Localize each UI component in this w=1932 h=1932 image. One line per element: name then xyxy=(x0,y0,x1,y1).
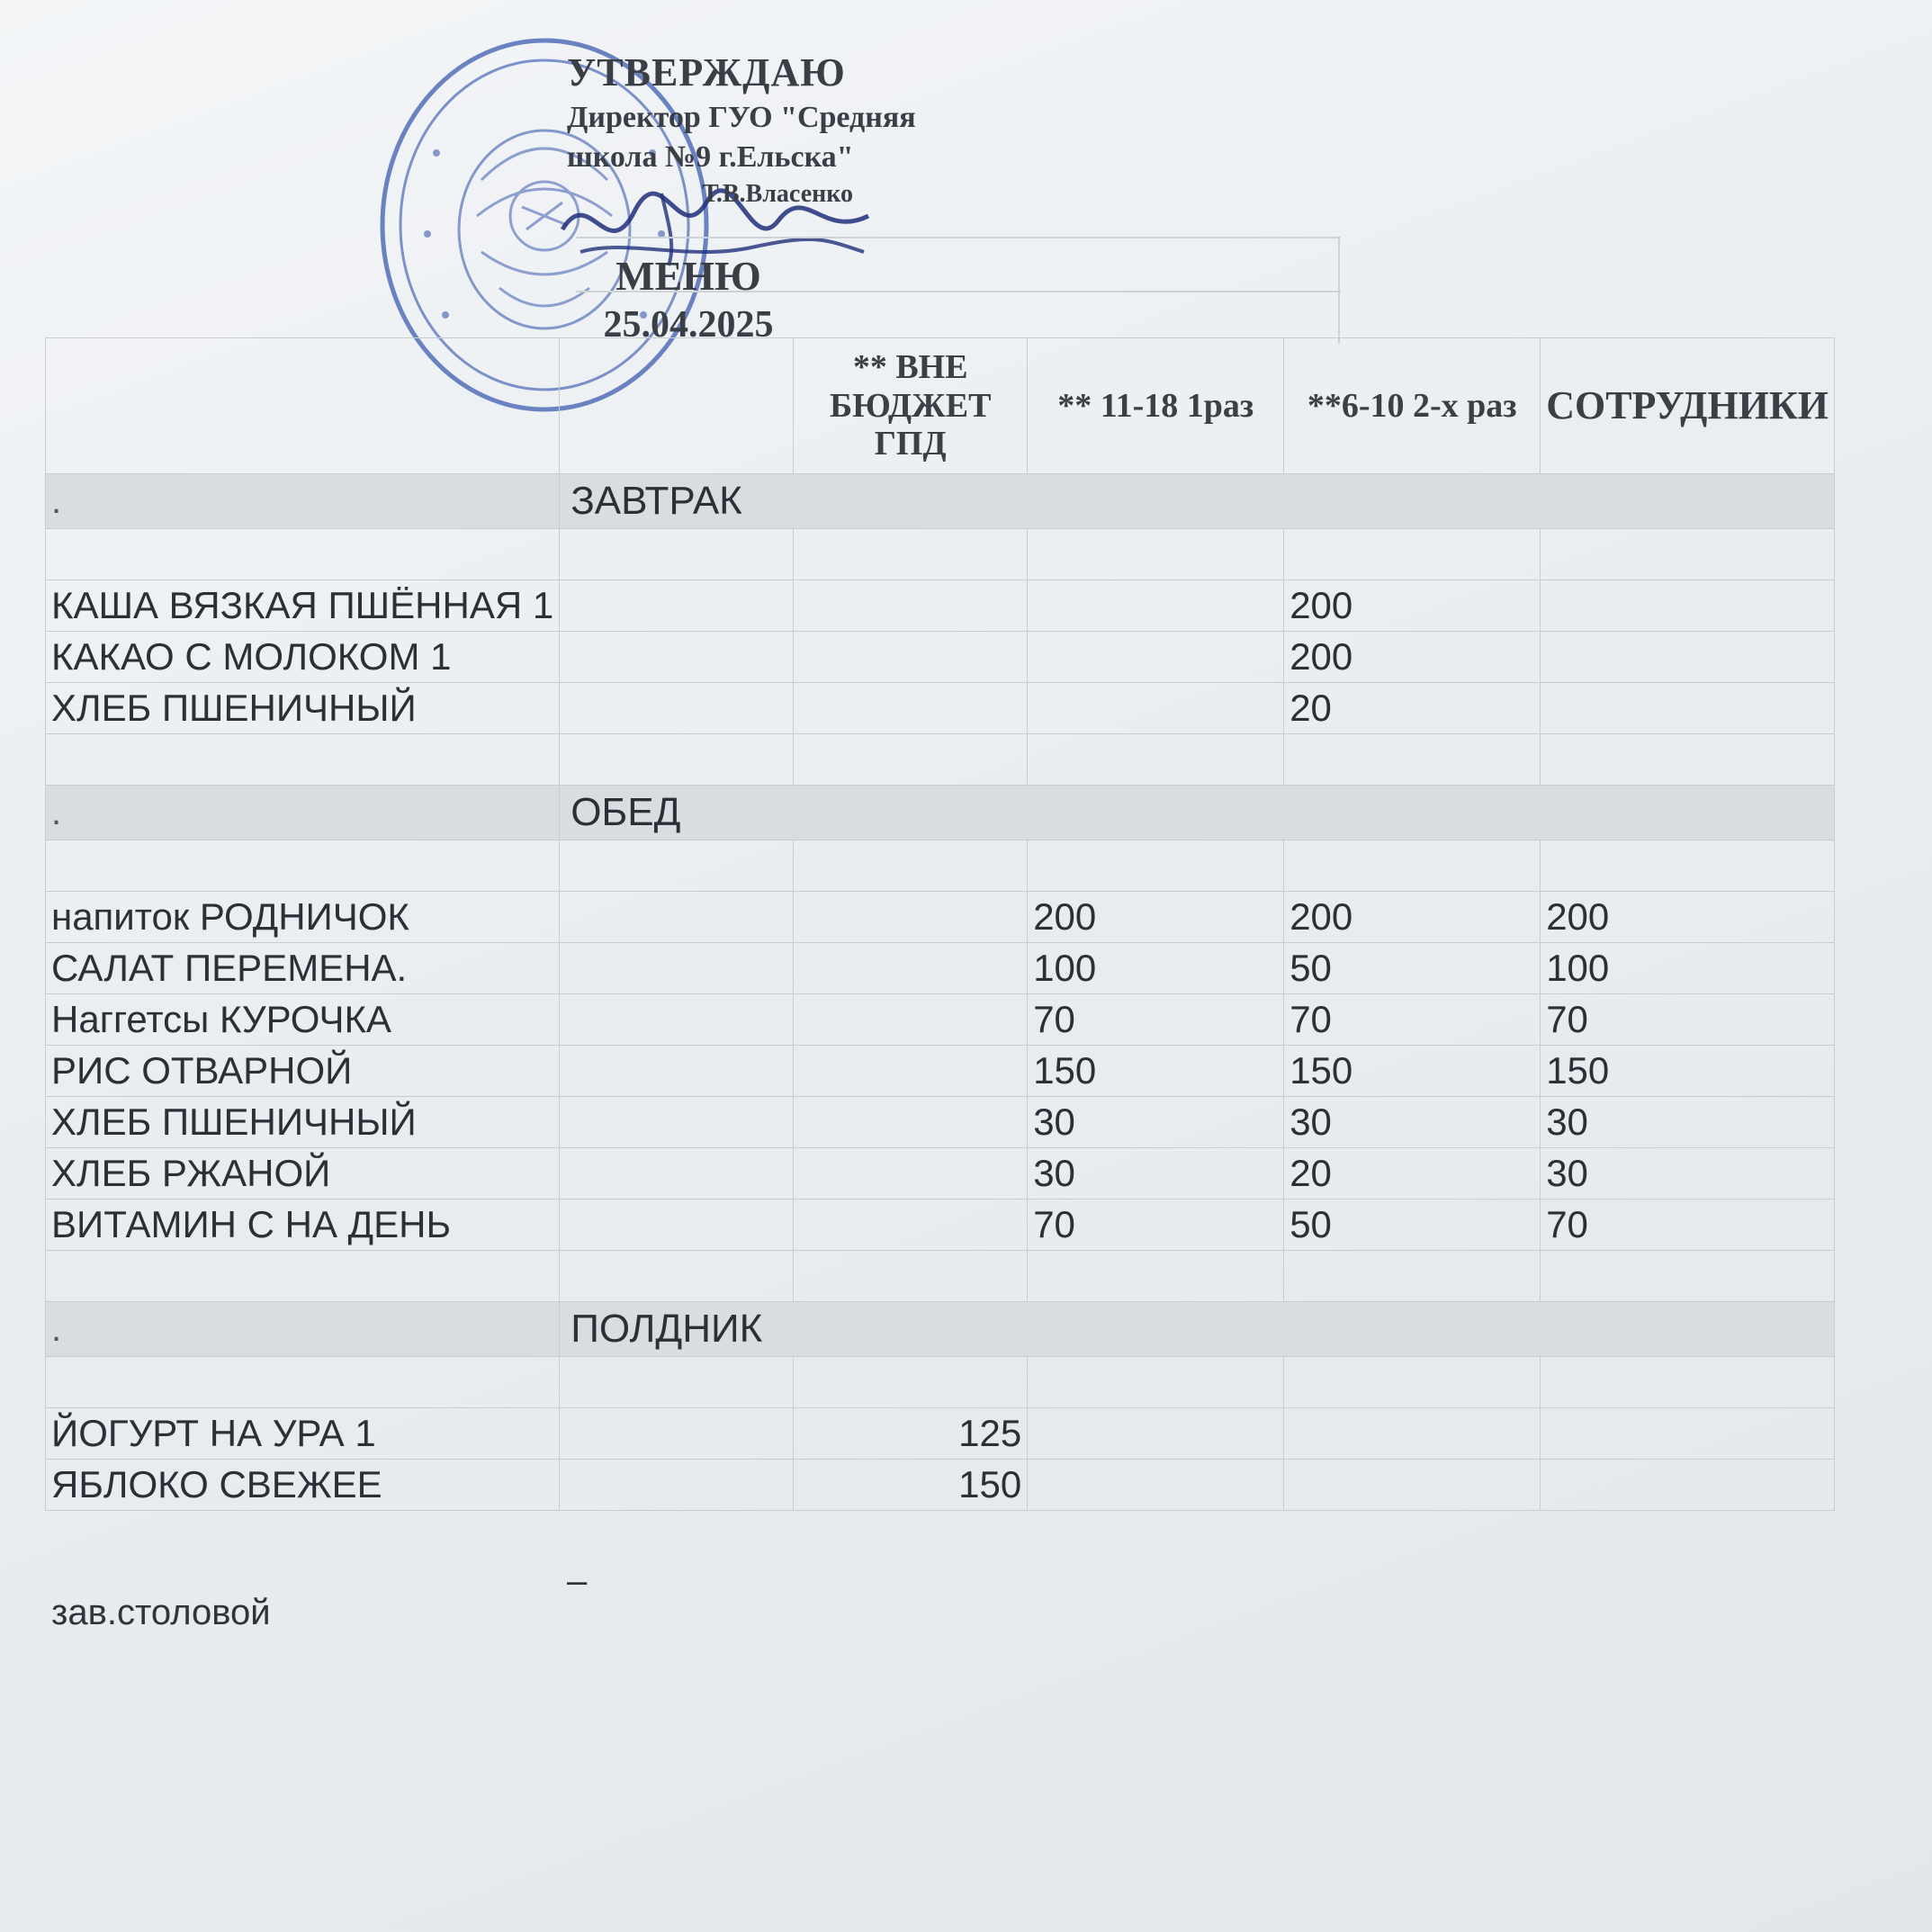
table-row xyxy=(46,1200,1835,1251)
table-row xyxy=(46,632,1835,683)
item-staff xyxy=(1541,1408,1835,1460)
approval-heading: УТВЕРЖДАЮ xyxy=(567,50,846,94)
header-grade-11-18: ** 11-18 1раз xyxy=(1028,338,1284,474)
item-grade6: 30 xyxy=(1284,1097,1541,1148)
item-grade6: 200 xyxy=(1284,580,1541,632)
item-staff xyxy=(1541,580,1835,632)
spacer-row xyxy=(46,529,1835,580)
table-row xyxy=(46,1046,1835,1097)
approval-block xyxy=(567,49,1035,209)
item-name: ВИТАМИН С НА ДЕНЬ xyxy=(46,1200,560,1251)
spacer-row xyxy=(46,1251,1835,1302)
item-name: КАША ВЯЗКАЯ ПШЁННАЯ 1 xyxy=(46,580,560,632)
item-name: напиток РОДНИЧОК xyxy=(46,892,560,943)
item-grade11: 150 xyxy=(1028,1046,1284,1097)
header-grade-6-10: **6-10 2-х раз xyxy=(1284,338,1541,474)
table-row xyxy=(46,1097,1835,1148)
approval-director-name: Т.В.Власенко xyxy=(702,180,854,208)
table-row xyxy=(46,1408,1835,1460)
item-staff: 70 xyxy=(1541,994,1835,1046)
spacer-row xyxy=(46,1357,1835,1408)
item-vne xyxy=(794,943,1028,994)
header-empty xyxy=(560,338,794,474)
item-empty xyxy=(560,632,794,683)
item-grade6: 20 xyxy=(1284,683,1541,734)
footer-dash: – xyxy=(567,1561,588,1601)
section-label: ОБЕД xyxy=(560,786,1835,840)
table-header-row xyxy=(46,338,1835,474)
item-grade11 xyxy=(1028,683,1284,734)
section-dot: . xyxy=(46,1302,560,1357)
menu-table xyxy=(45,337,1835,1511)
item-grade6: 200 xyxy=(1284,632,1541,683)
item-empty xyxy=(560,1046,794,1097)
item-name: САЛАТ ПЕРЕМЕНА. xyxy=(46,943,560,994)
approval-position: Директор ГУО "Средняя xyxy=(567,101,916,134)
item-name: Наггетсы КУРОЧКА xyxy=(46,994,560,1046)
item-grade11: 100 xyxy=(1028,943,1284,994)
item-staff xyxy=(1541,1460,1835,1511)
item-grade6 xyxy=(1284,1408,1541,1460)
section-row-breakfast xyxy=(46,474,1835,529)
item-vne xyxy=(794,1148,1028,1200)
section-row-lunch xyxy=(46,786,1835,840)
approval-school: школа №9 г.Ельска" xyxy=(567,140,854,174)
table-row xyxy=(46,943,1835,994)
item-staff: 30 xyxy=(1541,1148,1835,1200)
item-name: ЯБЛОКО СВЕЖЕЕ xyxy=(46,1460,560,1511)
item-staff: 70 xyxy=(1541,1200,1835,1251)
item-grade11 xyxy=(1028,632,1284,683)
table-row xyxy=(46,683,1835,734)
item-grade6: 70 xyxy=(1284,994,1541,1046)
menu-date: 25.04.2025 xyxy=(603,304,774,346)
item-vne xyxy=(794,683,1028,734)
item-grade6: 150 xyxy=(1284,1046,1541,1097)
item-vne: 125 xyxy=(794,1408,1028,1460)
item-grade11 xyxy=(1028,580,1284,632)
item-empty xyxy=(560,892,794,943)
item-empty xyxy=(560,994,794,1046)
item-grade6: 50 xyxy=(1284,1200,1541,1251)
section-dot: . xyxy=(46,786,560,840)
item-name: ХЛЕБ ПШЕНИЧНЫЙ xyxy=(46,1097,560,1148)
section-label: ЗАВТРАК xyxy=(560,474,1835,529)
item-vne xyxy=(794,632,1028,683)
item-empty xyxy=(560,1460,794,1511)
table-row xyxy=(46,1148,1835,1200)
menu-heading: МЕНЮ xyxy=(616,253,761,299)
item-vne xyxy=(794,1200,1028,1251)
table-row xyxy=(46,580,1835,632)
item-vne xyxy=(794,994,1028,1046)
item-grade11: 30 xyxy=(1028,1097,1284,1148)
spacer-row xyxy=(46,734,1835,786)
item-name: РИС ОТВАРНОЙ xyxy=(46,1046,560,1097)
item-grade6: 200 xyxy=(1284,892,1541,943)
item-empty xyxy=(560,683,794,734)
item-staff: 150 xyxy=(1541,1046,1835,1097)
item-name: КАКАО С МОЛОКОМ 1 xyxy=(46,632,560,683)
item-staff: 100 xyxy=(1541,943,1835,994)
item-vne xyxy=(794,1046,1028,1097)
item-empty xyxy=(560,1200,794,1251)
item-grade11: 70 xyxy=(1028,994,1284,1046)
item-staff: 30 xyxy=(1541,1097,1835,1148)
item-grade11: 30 xyxy=(1028,1148,1284,1200)
section-row-snack xyxy=(46,1302,1835,1357)
item-vne xyxy=(794,892,1028,943)
item-grade6 xyxy=(1284,1460,1541,1511)
item-grade11 xyxy=(1028,1460,1284,1511)
table-row xyxy=(46,892,1835,943)
header-name xyxy=(46,338,560,474)
spacer-row xyxy=(46,840,1835,892)
item-empty xyxy=(560,1097,794,1148)
item-vne: 150 xyxy=(794,1460,1028,1511)
item-empty xyxy=(560,1408,794,1460)
header-staff: СОТРУДНИКИ xyxy=(1541,338,1835,474)
item-grade6: 20 xyxy=(1284,1148,1541,1200)
table-row xyxy=(46,1460,1835,1511)
header-vne-budget: ** ВНЕ БЮДЖЕТ ГПД xyxy=(794,338,1028,474)
item-empty xyxy=(560,943,794,994)
item-vne xyxy=(794,580,1028,632)
item-empty xyxy=(560,1148,794,1200)
table-row xyxy=(46,994,1835,1046)
item-grade11: 70 xyxy=(1028,1200,1284,1251)
item-name: ЙОГУРТ НА УРА 1 xyxy=(46,1408,560,1460)
item-name: ХЛЕБ ПШЕНИЧНЫЙ xyxy=(46,683,560,734)
item-grade11: 200 xyxy=(1028,892,1284,943)
section-label: ПОЛДНИК xyxy=(560,1302,1835,1357)
footer-signatory: зав.столовой xyxy=(51,1593,271,1632)
item-staff xyxy=(1541,683,1835,734)
item-grade11 xyxy=(1028,1408,1284,1460)
item-name: ХЛЕБ РЖАНОЙ xyxy=(46,1148,560,1200)
item-staff xyxy=(1541,632,1835,683)
item-staff: 200 xyxy=(1541,892,1835,943)
section-dot: . xyxy=(46,474,560,529)
menu-title xyxy=(540,252,837,346)
item-grade6: 50 xyxy=(1284,943,1541,994)
item-vne xyxy=(794,1097,1028,1148)
item-empty xyxy=(560,580,794,632)
